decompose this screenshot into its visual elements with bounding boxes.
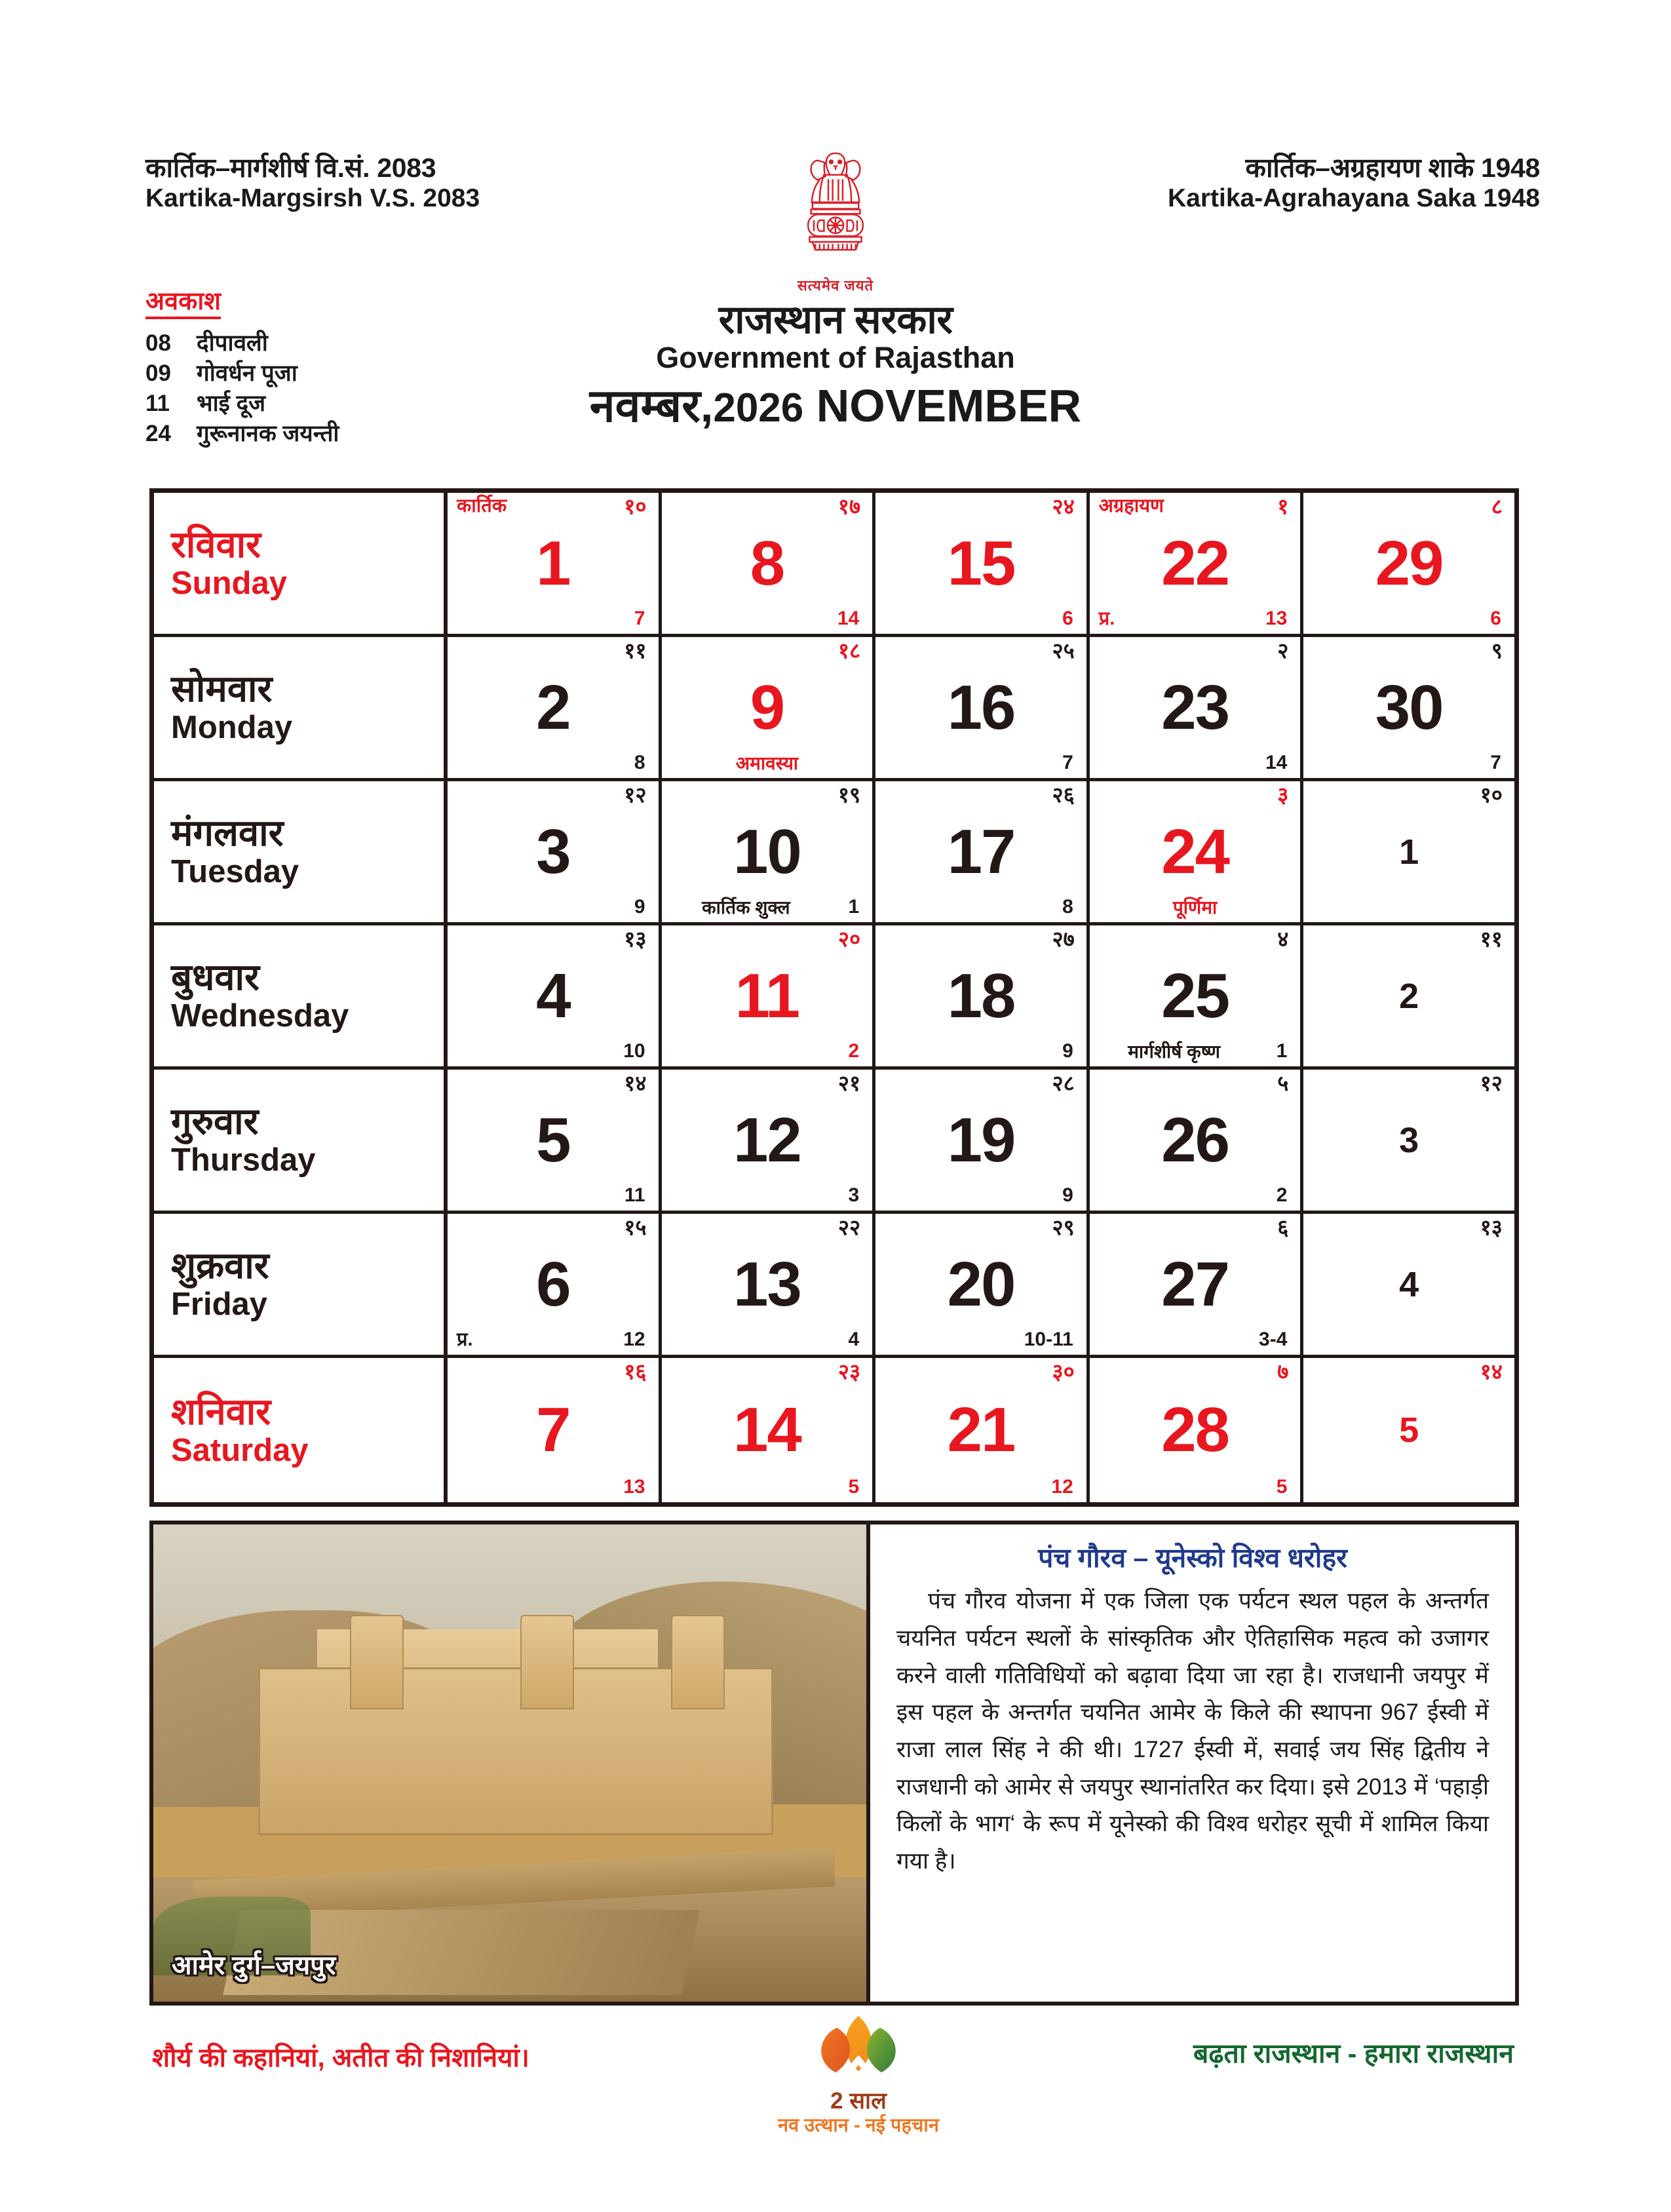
calendar-date-cell[interactable] bbox=[662, 1358, 876, 1502]
cell-date-number: 23 bbox=[1161, 672, 1229, 743]
cell-date-number: 1 bbox=[1399, 832, 1419, 872]
calendar-date-cell[interactable] bbox=[662, 493, 876, 634]
feature-photo bbox=[149, 1521, 870, 2006]
cell-tithi-number: १४ bbox=[1480, 1359, 1503, 1384]
government-identity bbox=[0, 147, 1671, 430]
cell-date-number: 30 bbox=[1375, 672, 1443, 743]
calendar-week-row bbox=[154, 1214, 1514, 1358]
logo-tagline: नव उत्थान - नई पहचान bbox=[778, 2115, 939, 2136]
cell-date-number: 7 bbox=[536, 1395, 570, 1465]
cell-bottom-number: 12 bbox=[1051, 1476, 1073, 1498]
cell-date-number: 2 bbox=[536, 672, 570, 743]
cell-tithi-number: १ bbox=[1277, 494, 1289, 518]
calendar-date-cell[interactable] bbox=[875, 1214, 1090, 1355]
calendar-grid bbox=[149, 488, 1519, 1507]
national-emblem-icon bbox=[792, 147, 879, 278]
cell-date-number: 29 bbox=[1375, 528, 1443, 598]
cell-bottom-number: 14 bbox=[837, 608, 860, 629]
cell-bottom-number: 12 bbox=[623, 1329, 645, 1350]
cell-tithi-number: २१ bbox=[837, 1071, 861, 1095]
calendar-date-cell[interactable] bbox=[448, 925, 662, 1066]
photo-tower-2 bbox=[520, 1615, 574, 1709]
calendar-date-cell[interactable] bbox=[875, 925, 1090, 1066]
weekday-label-cell bbox=[154, 637, 448, 778]
cell-tithi-number: ४ bbox=[1277, 927, 1289, 951]
cell-bottom-number: 6 bbox=[1062, 608, 1073, 629]
calendar-date-cell[interactable] bbox=[1090, 637, 1304, 778]
cell-bottom-number: 9 bbox=[1062, 1040, 1073, 1062]
cell-bottom-number: 14 bbox=[1265, 752, 1288, 773]
cell-month-label: कार्तिक bbox=[457, 495, 507, 516]
cell-tithi-number: ३ bbox=[1277, 783, 1289, 807]
weekday-label-cell bbox=[154, 1070, 448, 1211]
cell-bottom-number: 13 bbox=[1265, 608, 1288, 629]
cell-bottom-number: 10-11 bbox=[1024, 1329, 1073, 1350]
cell-date-number: 27 bbox=[1161, 1249, 1229, 1319]
weekday-label-cell bbox=[154, 925, 448, 1066]
weekday-hindi: गुरुवार bbox=[171, 1100, 259, 1142]
two-years-logo bbox=[760, 2016, 957, 2137]
cell-date-number: 4 bbox=[1399, 1264, 1419, 1304]
weekday-label-cell bbox=[154, 493, 448, 634]
cell-note-left: प्र. bbox=[457, 1329, 473, 1350]
month-title-hindi: नवम्बर, bbox=[589, 379, 714, 431]
cell-tithi-number: २६ bbox=[1052, 783, 1075, 807]
holiday-item-date: 09 bbox=[145, 360, 171, 386]
vikram-samvat-english: Kartika-Margsirsh V.S. 2083 bbox=[145, 184, 480, 213]
vikram-samvat-hindi: कार्तिक–मार्गशीर्ष वि.सं. 2083 bbox=[145, 153, 436, 183]
cell-bottom-number: 7 bbox=[1062, 752, 1073, 773]
cell-date-number: 3 bbox=[536, 816, 570, 887]
holiday-item-name: भाई दूज bbox=[197, 391, 266, 417]
emblem-motto: सत्यमेव जयते bbox=[797, 277, 874, 294]
cell-tithi-number: २८ bbox=[1052, 1071, 1075, 1095]
holiday-item-date: 08 bbox=[145, 330, 171, 356]
cell-tithi-number: २७ bbox=[1052, 927, 1075, 951]
cell-date-number: 24 bbox=[1161, 816, 1229, 887]
calendar-date-cell[interactable] bbox=[1090, 925, 1304, 1066]
cell-date-number: 14 bbox=[733, 1395, 801, 1465]
cell-tithi-number: ५ bbox=[1277, 1071, 1289, 1095]
cell-bottom-number: 8 bbox=[634, 752, 645, 773]
calendar-date-cell[interactable] bbox=[662, 925, 876, 1066]
holiday-list-title: अवकाश bbox=[145, 288, 221, 319]
photo-tower-3 bbox=[671, 1615, 725, 1709]
cell-tithi-number: २३ bbox=[837, 1359, 861, 1384]
cell-tithi-number: ७ bbox=[1277, 1359, 1289, 1384]
calendar-week-row bbox=[154, 1070, 1514, 1214]
cell-tithi-number: १० bbox=[1480, 783, 1503, 807]
cell-date-number: 13 bbox=[733, 1249, 801, 1319]
cell-tithi-number: १९ bbox=[837, 783, 861, 807]
government-name-english: Government of Rajasthan bbox=[656, 341, 1015, 374]
calendar-date-cell[interactable] bbox=[1090, 781, 1304, 922]
holiday-item-name: गोवर्धन पूजा bbox=[197, 360, 298, 386]
holiday-item-name: दीपावली bbox=[197, 330, 268, 356]
cell-bottom-number: 5 bbox=[848, 1476, 860, 1498]
cell-date-number: 4 bbox=[536, 960, 570, 1031]
cell-bottom-number: 3-4 bbox=[1259, 1329, 1288, 1350]
cell-date-number: 25 bbox=[1161, 960, 1229, 1031]
calendar-date-cell[interactable] bbox=[1303, 925, 1514, 1066]
cell-tithi-number: १२ bbox=[1480, 1071, 1503, 1095]
cell-tithi-number: २० bbox=[837, 927, 861, 951]
weekday-hindi: सोमवार bbox=[171, 668, 273, 710]
weekday-hindi: बुधवार bbox=[171, 956, 259, 998]
calendar-week-row bbox=[154, 925, 1514, 1070]
weekday-hindi: मंगलवार bbox=[171, 812, 284, 854]
calendar-date-cell[interactable] bbox=[875, 1070, 1090, 1211]
cell-tithi-number: १४ bbox=[624, 1071, 647, 1095]
cell-bottom-number: 11 bbox=[624, 1184, 645, 1206]
cell-date-number: 3 bbox=[1399, 1120, 1419, 1160]
weekday-label-cell bbox=[154, 781, 448, 922]
calendar-date-cell[interactable] bbox=[1090, 1214, 1304, 1355]
cell-date-number: 22 bbox=[1161, 528, 1229, 598]
photo-caption: आमेर दुर्ग–जयपुर bbox=[172, 1951, 336, 1980]
cell-date-number: 18 bbox=[947, 960, 1015, 1031]
cell-bottom-number: 7 bbox=[1490, 752, 1501, 773]
cell-note-left: प्र. bbox=[1098, 608, 1115, 629]
calendar-date-cell[interactable] bbox=[1303, 781, 1514, 922]
cell-date-number: 16 bbox=[947, 672, 1015, 743]
cell-tithi-number: ११ bbox=[624, 638, 647, 663]
month-title bbox=[589, 379, 1082, 431]
calendar-date-cell[interactable] bbox=[1090, 1358, 1304, 1502]
cell-paksha-label: पूर्णिमा bbox=[1172, 897, 1218, 918]
cell-date-number: 19 bbox=[947, 1104, 1015, 1175]
calendar-date-cell[interactable] bbox=[662, 1214, 876, 1355]
cell-date-number: 1 bbox=[536, 528, 570, 598]
cell-date-number: 21 bbox=[947, 1395, 1015, 1465]
saka-samvat-hindi: कार्तिक–अग्रहायण शाके 1948 bbox=[1245, 153, 1540, 183]
weekday-hindi: शनिवार bbox=[171, 1390, 271, 1432]
calendar-date-cell[interactable] bbox=[448, 781, 662, 922]
month-title-english: NOVEMBER bbox=[816, 379, 1082, 431]
cell-tithi-number: २ bbox=[1277, 638, 1289, 663]
feature-article-body: पंच गौरव योजना में एक जिला एक पर्यटन स्थल पहल के अन्तर्गत चयनित पर्यटन स्थलों के सांस्कृतिक और ऐतिहासिक महत्व को उजागर करने वाली गतिविधियों को बढ़ावा दिया जा रहा है। राजधानी जयपुर में इस पहल के अन्तर्गत चयनित आमेर के किले की स्थापना 967 ईस्वी में राजा लाल सिंह ने की थी। 1727 ईस्वी में, सवाई जय सिंह द्वितीय ने राजधानी को आमेर से जयपुर स्थानांतरित कर दिया। इसे 2013 में ‘पहाड़ी किलों के भाग‘ के रूप में यूनेस्को की विश्व धरोहर सूची में शामिल किया गया है। bbox=[896, 1588, 1489, 1874]
weekday-label-cell bbox=[154, 1214, 448, 1355]
calendar-date-cell[interactable] bbox=[875, 1358, 1090, 1502]
cell-month-label: अग्रहायण bbox=[1098, 495, 1164, 516]
calendar-date-cell[interactable] bbox=[1303, 493, 1514, 634]
calendar-date-cell[interactable] bbox=[875, 781, 1090, 922]
page-footer bbox=[0, 2025, 1671, 2176]
footer-slogan-right: बढ़ता राजस्थान - हमारा राजस्थान bbox=[1193, 2038, 1514, 2068]
cell-date-number: 5 bbox=[536, 1104, 570, 1175]
footer-slogan-left: शौर्य की कहानियां, अतीत की निशानियां। bbox=[152, 2044, 529, 2072]
cell-bottom-number: 9 bbox=[634, 896, 645, 918]
calendar-week-row bbox=[154, 493, 1514, 637]
calendar-date-cell[interactable] bbox=[1090, 493, 1304, 634]
holiday-item-date: 11 bbox=[145, 391, 170, 417]
calendar-date-cell[interactable] bbox=[448, 637, 662, 778]
cell-paksha-label: मार्गशीर्ष कृष्ण bbox=[1128, 1041, 1220, 1062]
calendar-date-cell[interactable] bbox=[1303, 1214, 1514, 1355]
calendar-date-cell[interactable] bbox=[448, 1358, 662, 1502]
weekday-hindi: शुक्रवार bbox=[171, 1245, 269, 1287]
cell-tithi-number: १५ bbox=[624, 1215, 647, 1239]
calendar-week-row bbox=[154, 637, 1514, 781]
cell-date-number: 5 bbox=[1399, 1410, 1419, 1450]
month-title-year: 2026 bbox=[713, 385, 804, 431]
cell-date-number: 6 bbox=[536, 1249, 570, 1319]
calendar-date-cell[interactable] bbox=[1303, 1358, 1514, 1502]
photo-tower-1 bbox=[350, 1615, 404, 1709]
government-name-hindi: राजस्थान सरकार bbox=[718, 298, 953, 341]
weekday-label-cell bbox=[154, 1358, 448, 1502]
cell-tithi-number: २२ bbox=[837, 1215, 861, 1239]
cell-bottom-number: 3 bbox=[848, 1184, 860, 1206]
page-header bbox=[0, 0, 1671, 498]
cell-tithi-number: १७ bbox=[837, 494, 861, 518]
weekday-english: Thursday bbox=[171, 1142, 316, 1178]
holiday-item-date: 24 bbox=[145, 421, 171, 447]
cell-bottom-number: 1 bbox=[848, 896, 860, 918]
cell-date-number: 10 bbox=[733, 816, 801, 887]
calendar-date-cell[interactable] bbox=[662, 1070, 876, 1211]
cell-tithi-number: २९ bbox=[1052, 1215, 1075, 1239]
cell-tithi-number: ९ bbox=[1491, 638, 1503, 663]
cell-date-number: 2 bbox=[1399, 976, 1419, 1016]
cell-tithi-number: १२ bbox=[624, 783, 647, 807]
feature-panel bbox=[149, 1521, 1519, 2006]
calendar-week-row bbox=[154, 1358, 1514, 1502]
cell-date-number: 28 bbox=[1161, 1395, 1229, 1465]
calendar-date-cell[interactable] bbox=[662, 781, 876, 922]
calendar-date-cell[interactable] bbox=[662, 637, 876, 778]
lotus-logo-icon bbox=[796, 2016, 921, 2093]
cell-tithi-number: २५ bbox=[1052, 638, 1075, 663]
cell-date-number: 11 bbox=[735, 960, 799, 1031]
cell-bottom-number: 7 bbox=[634, 608, 645, 629]
cell-bottom-number: 1 bbox=[1276, 1040, 1288, 1062]
feature-article-title: पंच गौरव – यूनेस्को विश्व धरोहर bbox=[1038, 1543, 1347, 1573]
saka-samvat-english: Kartika-Agrahayana Saka 1948 bbox=[1168, 184, 1540, 213]
feature-article bbox=[870, 1521, 1519, 2006]
cell-bottom-number: 5 bbox=[1276, 1476, 1288, 1498]
weekday-english: Wednesday bbox=[171, 998, 349, 1034]
logo-years-label: 2 साल bbox=[830, 2088, 887, 2114]
cell-bottom-number: 2 bbox=[1276, 1184, 1288, 1206]
cell-tithi-number: १८ bbox=[837, 638, 861, 663]
calendar-date-cell[interactable] bbox=[448, 1214, 662, 1355]
calendar-date-cell[interactable] bbox=[875, 493, 1090, 634]
cell-paksha-label: अमावस्या bbox=[735, 753, 799, 773]
holiday-item-name: गुरूनानक जयन्ती bbox=[197, 421, 339, 447]
cell-date-number: 26 bbox=[1161, 1104, 1229, 1175]
cell-paksha-label: कार्तिक शुक्ल bbox=[702, 897, 790, 918]
cell-bottom-number: 4 bbox=[848, 1329, 860, 1350]
calendar-date-cell[interactable] bbox=[448, 493, 662, 634]
weekday-english: Sunday bbox=[171, 566, 287, 602]
cell-date-number: 15 bbox=[947, 528, 1015, 598]
weekday-english: Friday bbox=[171, 1287, 268, 1323]
cell-date-number: 17 bbox=[947, 816, 1015, 887]
weekday-english: Saturday bbox=[171, 1432, 309, 1468]
cell-tithi-number: ११ bbox=[1480, 927, 1503, 951]
cell-tithi-number: २४ bbox=[1052, 494, 1075, 518]
weekday-english: Monday bbox=[171, 710, 293, 746]
cell-tithi-number: १६ bbox=[624, 1359, 647, 1384]
calendar-date-cell[interactable] bbox=[1303, 637, 1514, 778]
calendar-date-cell[interactable] bbox=[1090, 1070, 1304, 1211]
calendar-date-cell[interactable] bbox=[1303, 1070, 1514, 1211]
calendar-date-cell[interactable] bbox=[448, 1070, 662, 1211]
cell-bottom-number: 9 bbox=[1062, 1184, 1073, 1206]
cell-tithi-number: ६ bbox=[1277, 1215, 1289, 1239]
calendar-date-cell[interactable] bbox=[875, 637, 1090, 778]
cell-date-number: 8 bbox=[750, 528, 784, 598]
cell-bottom-number: 10 bbox=[623, 1040, 645, 1062]
cell-bottom-number: 2 bbox=[848, 1040, 860, 1062]
cell-tithi-number: १३ bbox=[1480, 1215, 1503, 1239]
cell-bottom-number: 13 bbox=[623, 1476, 645, 1498]
cell-bottom-number: 6 bbox=[1490, 608, 1501, 629]
weekday-english: Tuesday bbox=[171, 854, 299, 890]
cell-tithi-number: ८ bbox=[1491, 494, 1503, 518]
cell-date-number: 20 bbox=[947, 1249, 1015, 1319]
cell-tithi-number: ३० bbox=[1052, 1359, 1075, 1384]
cell-bottom-number: 8 bbox=[1062, 896, 1073, 918]
cell-date-number: 9 bbox=[750, 672, 784, 743]
cell-tithi-number: १३ bbox=[624, 927, 647, 951]
calendar-week-row bbox=[154, 781, 1514, 925]
cell-tithi-number: १० bbox=[624, 494, 647, 518]
cell-date-number: 12 bbox=[733, 1104, 801, 1175]
weekday-hindi: रविवार bbox=[171, 524, 261, 566]
